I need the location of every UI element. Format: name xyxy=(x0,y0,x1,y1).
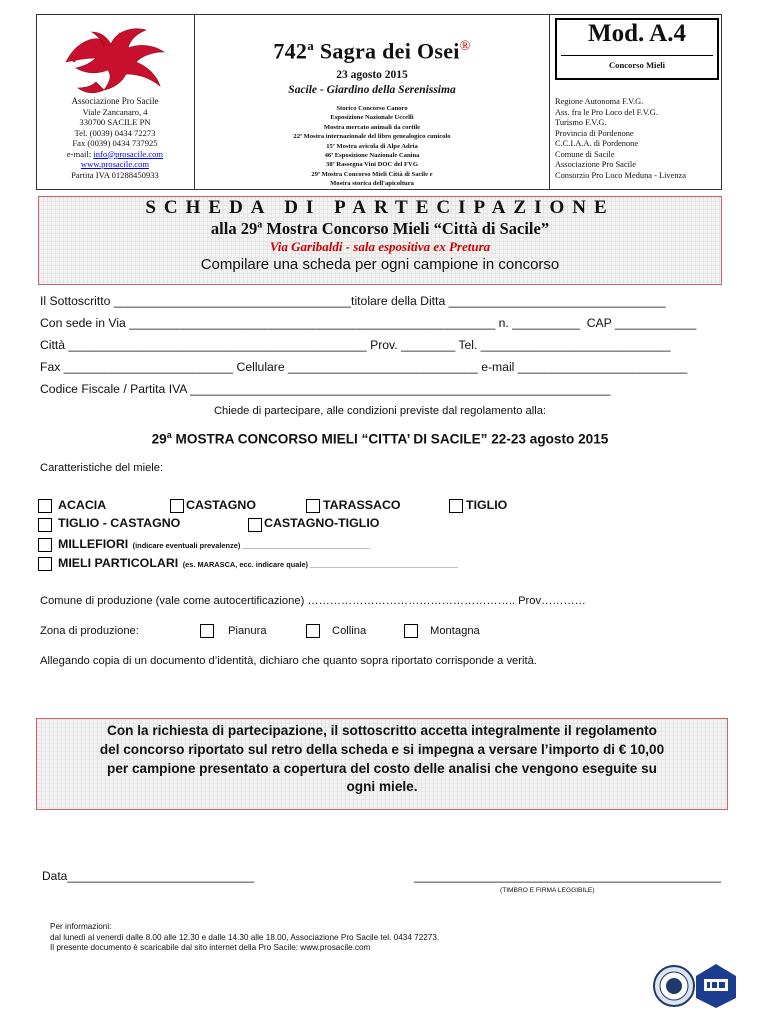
checkbox-tiglio-castagno[interactable] xyxy=(38,518,52,532)
checkbox-millefiori[interactable] xyxy=(38,538,52,552)
zona-option-label: Pianura xyxy=(228,625,267,637)
contest-title xyxy=(38,430,722,447)
particolari-row xyxy=(58,554,458,572)
association-info xyxy=(40,96,190,180)
notice-line: del concorso riportato sul retro della scheda e si impegna a versare l’importo di € 10,00 xyxy=(99,741,665,757)
footer-info xyxy=(50,922,439,954)
contest-title-sup: a xyxy=(166,430,172,440)
particolari-note[interactable]: (es. MARASCA, ecc. indicare quale) ____________________________________ xyxy=(182,560,458,569)
contest-line xyxy=(38,219,722,239)
checkbox-tarassaco[interactable] xyxy=(306,499,320,513)
option-label: MILLEFIORI xyxy=(58,537,129,551)
event-item: 15ª Mostra avicola di Alpe Adria xyxy=(326,142,418,150)
event-title xyxy=(196,38,548,64)
instruction-line: Compilare una scheda per ogni campione in concorso xyxy=(200,256,560,273)
checkbox-castagno[interactable] xyxy=(170,499,184,513)
checkbox-collina[interactable] xyxy=(306,624,320,638)
millefiori-row xyxy=(58,535,370,553)
title-text: Sagra dei Osei xyxy=(314,38,460,64)
option-label: CASTAGNO-TIGLIO xyxy=(264,516,380,530)
contest-line-post: Mostra Concorso Mieli “Città di Sacile” xyxy=(262,219,550,238)
zona-option-label: Montagna xyxy=(430,625,480,637)
field-citta-row[interactable]: Città ____________________________________________ Prov. ________ Tel. ____________________________ xyxy=(40,338,671,352)
option-label: MIELI PARTICOLARI xyxy=(58,556,179,570)
quality-seal-icon xyxy=(652,964,696,1008)
option-label: TIGLIO xyxy=(466,498,508,512)
characteristics-label: Caratteristiche del miele: xyxy=(40,462,164,474)
location-line: Via Garibaldi - sala espositiva ex Pretura xyxy=(269,239,491,254)
partner-item: Provincia di Pordenone xyxy=(555,128,634,138)
partner-list xyxy=(555,97,725,181)
website-link[interactable]: www.prosacile.com xyxy=(80,159,150,169)
association-fax: Fax (0039) 0434 737925 xyxy=(72,138,158,148)
zona-label: Zona di produzione: xyxy=(40,625,139,637)
notice-line: Con la richiesta di partecipazione, il sottoscritto accetta integralmente il regolamento xyxy=(107,723,657,738)
signature-caption: (TIMBRO E FIRMA LEGGIBILE) xyxy=(500,887,595,894)
email-label: e-mail: xyxy=(66,148,94,159)
millefiori-note[interactable]: (indicare eventuali prevalenze) _______________________________ xyxy=(132,541,370,550)
association-city: 330700 SACILE PN xyxy=(79,117,151,127)
signature-field[interactable]: ______________________________________________ xyxy=(414,869,721,883)
dragon-logo-icon xyxy=(56,22,176,98)
partner-item: Ass. fra le Pro Loco del F.V.G. xyxy=(555,107,658,117)
form-heading: SCHEDA DI PARTECIPAZIONE xyxy=(145,197,615,218)
contest-title-pre: 29 xyxy=(151,431,167,447)
event-list xyxy=(196,104,548,189)
event-item: 29ª Mostra Concorso Mieli Città di Sacile e xyxy=(311,170,433,178)
module-code: Mod. A.4 xyxy=(588,20,686,47)
header-divider xyxy=(194,14,195,190)
association-name: Associazione Pro Sacile xyxy=(71,96,159,106)
footer-line: dal lunedì al venerdì dalle 8.00 alle 12.30 e dalle 14.30 alle 18.00, Associazione Pro Sacile tel. 0434 72273. xyxy=(50,932,440,942)
event-item: Mostra storica dell'apicoltura xyxy=(330,180,414,188)
event-subtitle: Sacile - Giardino della Serenissima xyxy=(288,84,456,96)
title-sup: a xyxy=(307,38,315,53)
partner-item: Turismo F.V.G. xyxy=(555,118,607,127)
header-divider xyxy=(549,14,550,190)
option-label: TIGLIO - CASTAGNO xyxy=(58,516,181,530)
checkbox-castagno-tiglio[interactable] xyxy=(248,518,262,532)
option-label: CASTAGNO xyxy=(186,498,256,512)
partner-item: C.C.I.A.A. di Pordenone xyxy=(555,139,639,148)
notice-line: ogni miele. xyxy=(346,779,418,795)
event-item: 46ª Esposizione Nazionale Canina xyxy=(324,152,420,160)
module-divider xyxy=(561,55,713,56)
declaration-text: Allegando copia di un documento d’identità, dichiaro che quanto sopra riportato corrisponde a verità. xyxy=(40,655,537,667)
checkbox-mieli-particolari[interactable] xyxy=(38,557,52,571)
association-address: Viale Zancanaro, 4 xyxy=(82,106,148,117)
checkbox-tiglio[interactable] xyxy=(449,499,463,513)
event-item: Mostra mercato animali da cortile xyxy=(323,123,421,131)
event-item: Esposizione Nazionale Uccelli xyxy=(330,114,414,122)
field-sottoscritto-row[interactable]: Il Sottoscritto ___________________________________titolare della Ditta ________________________________ xyxy=(40,294,666,308)
partner-item: Consorzio Pro Loco Meduna - Livenza xyxy=(555,170,686,180)
module-subtitle: Concorso Mieli xyxy=(608,60,666,70)
event-item: 22ª Mostra internazionale del libro genealogico cunicolo xyxy=(293,133,451,141)
association-vat: Partita IVA 01288450933 xyxy=(71,169,159,180)
field-sede-row[interactable]: Con sede in Via ______________________________________________________ n. __________ CAP ____________ xyxy=(40,316,697,330)
footer-line: Per informazioni: xyxy=(50,922,112,931)
notice-text xyxy=(38,722,726,797)
checkbox-pianura[interactable] xyxy=(200,624,214,638)
option-label: TARASSACO xyxy=(323,498,401,512)
partner-item: Comune di Sacile xyxy=(555,149,615,159)
email-link[interactable]: info@prosacile.com xyxy=(93,148,164,159)
footer-line: Il presente documento è scaricabile dal sito internet della Pro Sacile: www.prosacile.com xyxy=(50,943,371,952)
certification-logo-icon xyxy=(694,962,738,1010)
option-label: ACACIA xyxy=(58,498,107,512)
checkbox-acacia[interactable] xyxy=(38,499,52,513)
notice-line: per campione presentato a copertura del costo delle analisi che vengono eseguite su xyxy=(107,760,657,776)
event-date: 23 agosto 2015 xyxy=(336,69,408,81)
contest-title-post: MOSTRA CONCORSO MIELI “CITTA’ DI SACILE” 22-23 agosto 2015 xyxy=(171,431,609,447)
checkbox-montagna[interactable] xyxy=(404,624,418,638)
partner-item: Regione Autonoma F.V.G. xyxy=(555,97,644,106)
date-field[interactable]: Data____________________________ xyxy=(42,869,255,883)
partner-item: Associazione Pro Sacile xyxy=(555,160,636,169)
association-tel: Tel. (0039) 0434 72273 xyxy=(74,127,156,138)
event-item: 38ª Rassegna Vini DOC del FVG xyxy=(326,161,418,169)
field-codice-fiscale-row[interactable]: Codice Fiscale / Partita IVA ______________________________________________________________ xyxy=(40,382,611,396)
field-fax-row[interactable]: Fax _________________________ Cellulare ____________________________ e-mail _________________________ xyxy=(40,360,688,374)
zona-option-label: Collina xyxy=(332,625,367,637)
event-item: Storico Concorso Canoro xyxy=(336,105,408,112)
registered-mark: ® xyxy=(459,39,471,54)
title-number: 742 xyxy=(273,38,308,64)
comune-field[interactable]: Comune di produzione (vale come autocertificazione) ……………………………………………….. Prov………… xyxy=(40,595,586,607)
request-text: Chiede di partecipare, alle condizioni previste dal regolamento alla: xyxy=(213,405,547,417)
contest-line-sup: a xyxy=(257,219,263,231)
contest-line-pre: alla 29 xyxy=(210,219,258,238)
